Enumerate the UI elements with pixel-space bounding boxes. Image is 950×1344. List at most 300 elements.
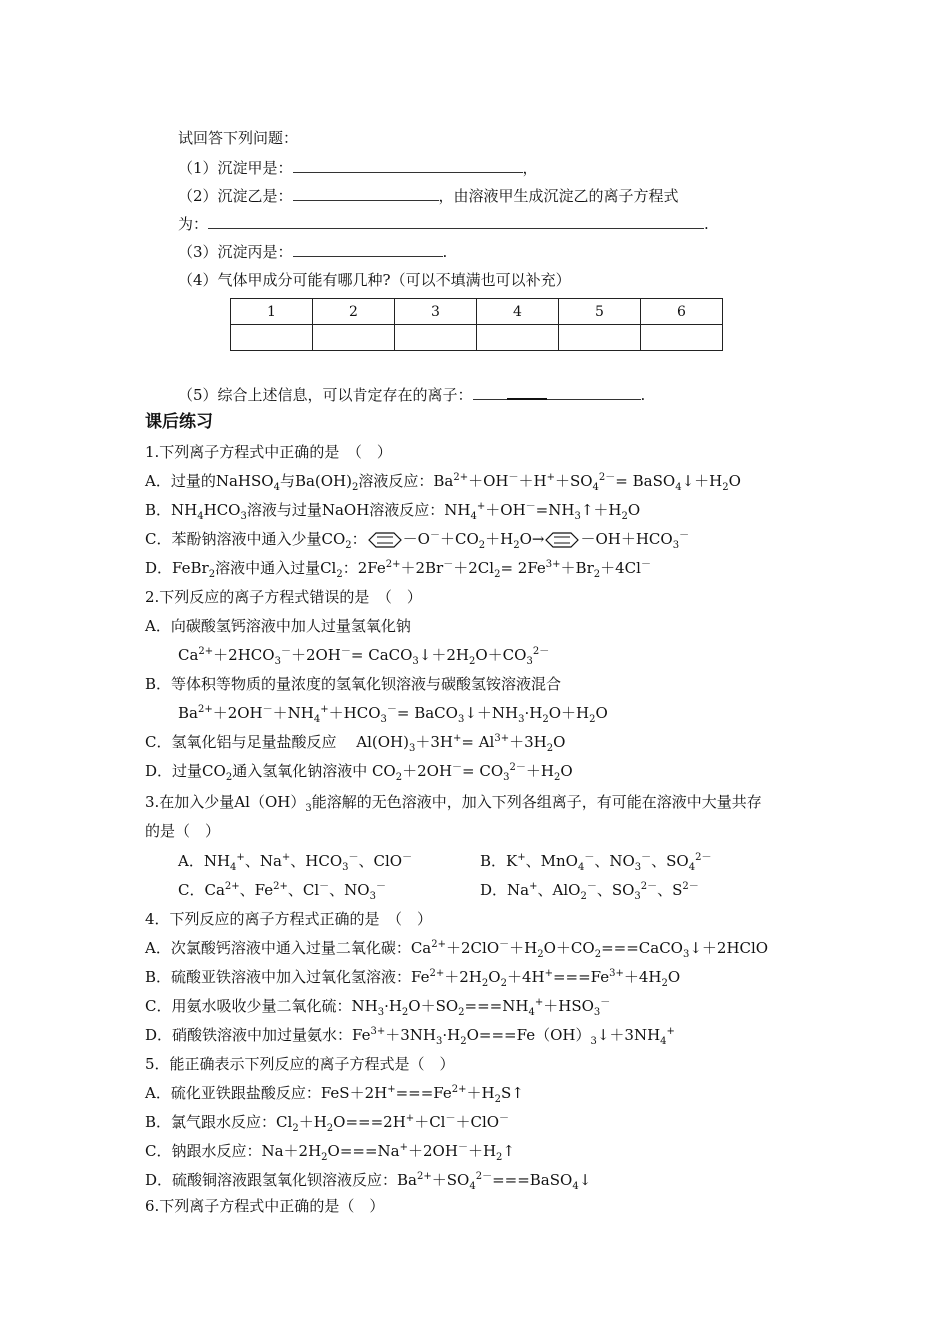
superscript: 2－ [695,852,712,863]
subscript: 2 [352,482,359,493]
p3-stem-line2: 的是（ ） [145,822,221,840]
p4-option-d [145,1025,675,1045]
subscript: 2 [481,978,489,989]
p2-c-part: ＋3H [415,733,453,751]
p5-a-part: ＋H [466,1084,495,1102]
q3-suffix: . [442,243,448,261]
p1-c-part: ＋H [485,530,514,548]
p1-a-part: ＋H [518,472,547,490]
p1-stem: 1.下列离子方程式中正确的是 （ ） [145,443,392,461]
subscript: 2 [469,656,476,667]
q2-line2-prefix: 为： [178,215,209,233]
p4-a-part: O＋CO [543,939,595,957]
section-title: 课后练习 [145,412,213,432]
superscript: + [399,1142,409,1153]
gas-table-header-row [231,299,723,325]
p3-stem-part: 能溶解的无色溶液中，加入下列各组离子，有可能在溶液中大量共存 [311,793,762,811]
p4-option-a [145,938,768,958]
subscript: 3 [240,511,247,522]
p3-b-part: 、NO [594,852,635,870]
subscript: 2 [401,1007,409,1018]
subscript: 4 [273,482,280,493]
subscript: 2 [594,949,602,960]
p1-d-part: ＋2Br [400,559,444,577]
p1-d-part: ＋Br [560,559,594,577]
p1-a-part: 溶液反应：Ba [358,472,454,490]
p2-b-part: O＋H [548,704,590,722]
superscript: 3+ [370,1026,386,1037]
superscript: － [457,1142,468,1153]
subscript: 3 [342,862,349,873]
p2-d-part: D．过量CO [145,762,226,780]
p4-a-part: A．次氯酸钙溶液中通入过量二氧化碳：Ca [145,939,432,957]
p5-d-part: ===BaSO [492,1171,573,1189]
p1-c-part: C．苯酚钠溶液中通入少量CO [145,530,346,548]
gas-table-header: 1 [231,299,313,325]
subscript: 2 [537,949,544,960]
p2-b-part: ＋2OH [212,704,263,722]
subscript: 3 [682,949,690,960]
subscript: 3 [408,743,416,754]
superscript: － [348,852,359,863]
p1-option-d [145,558,651,578]
q2-middle: ，由溶液甲生成沉淀乙的离子方程式 [438,187,679,205]
gas-table [230,298,723,351]
p2-d-part: 通入氢氧化钠溶液中 CO [232,762,396,780]
subscript: 2 [593,569,601,580]
q5-prefix: （5）综合上述信息，可以肯定存在的离子： [178,386,473,404]
p2-option-c [145,732,565,752]
superscript: + [534,997,544,1008]
p4-d-part: ·H [442,1026,461,1044]
p5-d-part: ＋SO [431,1171,470,1189]
superscript: － [525,501,536,512]
p1-b-part: 溶液与过量NaOH溶液反应：NH [246,501,471,519]
p3-stem [145,792,762,812]
subscript: 2 [661,978,668,989]
subscript: 2 [458,1007,465,1018]
p4-c-part: O＋SO [408,997,459,1015]
p1-c-part: ＋CO [439,530,479,548]
p5-option-c [145,1141,515,1161]
subscript: 4 [313,714,321,725]
p4-c-part: C．用氨水吸收少量二氧化硫：NH [145,997,378,1015]
p4-b-part: B．硫酸亚铁溶液中加入过氧化氢溶液：Fe [145,968,430,986]
p2-d-part: O [560,762,573,780]
p5-c-part: ↑ [502,1142,515,1160]
p2-b-part: ＋HCO [328,704,381,722]
superscript: － [640,559,651,570]
gas-table-cell[interactable] [559,325,641,351]
p1-b-part: =NH [535,501,575,519]
superscript: 3+ [494,733,510,744]
superscript: + [320,704,329,715]
p3-d-part: 、SO [596,881,635,899]
p5-stem: 5．能正确表示下列反应的离子方程式是（ ） [145,1055,455,1073]
p2-option-b: B．等体积等物质的量浓度的氢氧化钡溶液与碳酸氢铵溶液混合 [145,675,562,693]
q4-line: （4）气体甲成分可能有哪几种?（可以不填满也可以补充） [178,271,571,289]
superscript: + [529,881,538,892]
p2-option-a: A．向碳酸氢钙溶液中加人过量氢氧化钠 [145,617,411,635]
subscript: 2 [500,978,507,989]
subscript: 2 [345,540,352,551]
p2-c-part: = Al [461,733,495,751]
q5-answer-blank[interactable] [547,385,641,400]
p4-stem: 4．下列反应的离子方程式正确的是 （ ） [145,910,433,928]
p4-c-part: ===NH [464,997,529,1015]
subscript: 2 [395,772,403,783]
p5-a-part: A．硫化亚铁跟盐酸反应：FeS＋2H [145,1084,388,1102]
superscript: － [641,852,652,863]
subscript: 4 [592,482,599,493]
p3-a-part: 、Na [244,852,282,870]
q3-answer-blank[interactable] [293,242,443,257]
p1-a-part: A．过量的NaHSO [145,472,274,490]
superscript: 2+ [224,881,240,892]
intro-text: 试回答下列问题： [178,129,299,147]
p2-a-part: O＋CO [475,646,527,664]
subscript: 2 [496,1152,503,1163]
p2-option-d [145,761,573,781]
superscript: 3+ [609,968,624,979]
p2-a-part: ＋2OH [290,646,341,664]
q2-line2 [178,214,709,234]
q2-line [178,186,679,206]
superscript: + [544,968,553,979]
subscript: 3 [518,714,525,725]
p2-b-part: O [595,704,608,722]
p3-b-part: 、MnO [525,852,578,870]
p2-a-part: ＋2HCO [213,646,275,664]
superscript: + [236,852,245,863]
subscript: 3 [377,1007,385,1018]
gas-table-cell[interactable] [477,325,559,351]
p5-c-part: ＋2OH [408,1142,458,1160]
superscript: － [508,472,519,483]
subscript: 3 [305,803,312,814]
p3-b-part: B．K [480,852,518,870]
p1-c-part: O→ [519,530,545,548]
superscript: + [281,852,291,863]
p1-d-part: ＋4Cl [600,559,641,577]
gas-table-cell[interactable] [313,325,395,351]
subscript: 3 [412,656,419,667]
superscript: + [405,1113,415,1124]
gas-table-header: 6 [641,299,723,325]
p5-d-part: ↓ [578,1171,592,1189]
p4-d-part: D．硝酸铁溶液中加过量氨水：Fe [145,1026,371,1044]
gas-table-cell[interactable] [231,325,313,351]
p4-a-part: ↓＋2HClO [689,939,769,957]
superscript: + [387,1084,396,1095]
p2-d-part: ＋H [525,762,555,780]
superscript: － [584,852,595,863]
p4-b-part: ＋2H [444,968,482,986]
p2-a-part: = CaCO [350,646,413,664]
q1-suffix: ， [522,159,538,177]
p4-d-part: ＋3NH [385,1026,436,1044]
superscript: 2+ [198,646,214,657]
subscript: 2 [208,569,216,580]
subscript: 4 [470,511,477,522]
p1-option-b [145,500,640,520]
subscript: 2 [554,772,561,783]
p2-stem: 2.下列反应的离子方程式错误的是 （ ） [145,588,422,606]
superscript: － [445,1113,456,1124]
subscript: 4 [528,1007,535,1018]
superscript: 2－ [475,1171,493,1182]
p5-b-part: ＋ClO [455,1113,500,1131]
superscript: 2+ [431,939,447,950]
superscript: 2+ [451,1084,467,1095]
p3-c-part: 、NO [329,881,370,899]
superscript: + [666,1026,675,1037]
subscript: 2 [546,743,554,754]
p3-b-part: 、SO [651,852,689,870]
p1-b-part: ＋OH [485,501,526,519]
subscript: 3 [574,511,581,522]
p2-c-part: C．氢氧化铝与足量盐酸反应 Al(OH) [145,733,409,751]
superscript: 2－ [598,472,616,483]
p1-d-part: D．FeBr [145,559,209,577]
subscript: 3 [634,891,641,902]
p5-d-part: D．硫酸铜溶液跟氢氧化钡溶液反应：Ba [145,1171,417,1189]
p5-option-d [145,1170,591,1190]
p1-option-c [145,529,689,549]
p5-a-part: ===Fe [395,1084,452,1102]
p4-c-part: ＋HSO [543,997,594,1015]
p6-stem: 6.下列离子方程式中正确的是（ ） [145,1197,385,1215]
subscript: 2 [589,714,596,725]
superscript: － [375,881,386,892]
subscript: 3 [457,714,465,725]
subscript: 2 [478,540,486,551]
subscript: 4 [572,1181,579,1192]
subscript: 2 [292,1123,299,1134]
p3-c-part: 、Fe [239,881,274,899]
q3-prefix: （3）沉淀丙是： [178,243,293,261]
subscript: 3 [590,1036,597,1047]
q2-prefix: （2）沉淀乙是： [178,187,293,205]
subscript: 2 [494,569,501,580]
p2-a-part: Ca [178,646,199,664]
subscript: 2 [326,1123,334,1134]
q2-answer-blank[interactable] [293,186,439,201]
p1-d-part: ：2Fe [342,559,386,577]
p3-d-part: 、S [657,881,683,899]
q1-prefix: （1）沉淀甲是： [178,159,293,177]
p3-a-part: A．NH [178,852,231,870]
superscript: － [499,1113,510,1124]
subscript: 2 [542,714,549,725]
q1-line [178,158,538,178]
p2-b-part: = BaCO [396,704,458,722]
p5-c-part: ＋H [467,1142,497,1160]
p1-d-part: = 2Fe [500,559,546,577]
superscript: + [476,501,486,512]
q5-line [178,384,645,405]
p2-b-part: Ba [178,704,198,722]
q2-line2-suffix: . [704,215,709,233]
p4-d-part: O===Fe（OH） [466,1026,591,1044]
subscript: 4 [230,862,237,873]
p4-c-part: ·H [384,997,402,1015]
subscript: 3 [672,540,680,551]
subscript: 4 [675,482,682,493]
subscript: 4 [660,1036,667,1047]
p1-option-a [145,471,741,491]
superscript: 2+ [429,968,445,979]
p1-a-part: ＋OH [468,472,509,490]
gas-table-header: 5 [559,299,641,325]
superscript: － [600,997,611,1008]
subscript: 3 [436,1036,443,1047]
p4-option-b [145,967,680,987]
p3-a-part: 、ClO [358,852,403,870]
subscript: 2 [336,569,343,580]
p1-a-part: 与Ba(OH) [279,472,352,490]
p3-option-a [178,851,412,871]
p3-d-part: 、AlO [537,881,581,899]
q2-equation-blank[interactable] [208,214,704,229]
superscript: － [499,939,510,950]
p2-d-part: = CO [462,762,504,780]
gas-table-cell[interactable] [395,325,477,351]
subscript: 4 [469,1181,476,1192]
subscript: 3 [593,1007,601,1018]
subscript: 3 [526,656,533,667]
superscript: 2+ [273,881,288,892]
subscript: 3 [274,656,281,667]
p5-b-part: O===2H [333,1113,406,1131]
p3-option-c [178,880,386,900]
p4-b-part: ===Fe [552,968,610,986]
gas-table-header: 3 [395,299,477,325]
superscript: － [280,646,291,657]
p2-c-part: O [553,733,566,751]
p5-b-part: ＋Cl [414,1113,446,1131]
p1-c-part: ： [351,530,367,548]
subscript: 3 [634,862,642,873]
q5-suffix: . [640,386,646,404]
subscript: 2 [321,1152,328,1163]
superscript: + [546,472,555,483]
p5-b-part: B．氯气跟水反应：Cl [145,1113,293,1131]
p1-c-part: －O [402,530,430,548]
subscript: 2 [580,891,587,902]
superscript: 2+ [197,704,213,715]
p2-b-part: ＋NH [272,704,314,722]
p5-c-part: O===Na [327,1142,400,1160]
p1-d-part: ＋2Cl [453,559,495,577]
superscript: 2－ [682,881,699,892]
superscript: 2－ [640,881,658,892]
q1-answer-blank[interactable] [293,158,523,173]
p3-c-part: 、Cl [287,881,320,899]
gas-table-header: 4 [477,299,559,325]
p4-option-c [145,996,610,1016]
superscript: － [386,704,397,715]
superscript: 2+ [417,1171,432,1182]
subscript: 3 [369,891,376,902]
superscript: + [452,733,462,744]
subscript: 2 [460,1036,467,1047]
gas-table-header: 2 [313,299,395,325]
p5-b-part: ＋H [298,1113,327,1131]
superscript: － [340,646,351,657]
p1-a-part: ＋SO [554,472,593,490]
p4-a-part: ＋H [509,939,538,957]
p3-c-part: C．Ca [178,881,225,899]
subscript: 2 [513,540,520,551]
p5-option-a [145,1083,524,1103]
p4-a-part: ＋2ClO [446,939,500,957]
p4-a-part: ===CaCO [601,939,683,957]
p4-b-part: ＋4H [623,968,662,986]
p1-b-part: ↑＋H [580,501,622,519]
p2-a-part: ↓＋2H [418,646,469,664]
benzene-ring-icon [367,531,403,549]
p4-b-part: ＋4H [506,968,545,986]
p2-option-b-equation [178,703,608,723]
p5-c-part: C．钠跟水反应：Na＋2H [145,1142,322,1160]
p2-c-part: ＋3H [509,733,547,751]
superscript: － [679,530,690,541]
superscript: 2+ [385,559,401,570]
p3-option-d [480,880,699,900]
superscript: + [517,852,526,863]
p3-stem-part: 3.在加入少量Al（OH） [145,793,306,811]
superscript: － [429,530,440,541]
superscript: － [402,852,413,863]
p2-b-part: ↓＋NH [464,704,519,722]
q3-line [178,242,447,262]
q5-answer-blank[interactable] [473,385,507,400]
subscript: 3 [503,772,510,783]
superscript: － [586,881,597,892]
q5-answer-blank[interactable] [507,384,547,400]
p4-b-part: O [667,968,681,986]
p2-option-a-equation [178,645,549,665]
p4-d-part: ↓＋3NH [596,1026,661,1044]
p2-b-part: ·H [524,704,543,722]
p5-a-part: S↑ [500,1084,524,1102]
p5-option-b [145,1112,509,1132]
subscript: 2 [225,772,233,783]
p1-d-part: 溶液中通入过量Cl [215,559,337,577]
subscript: 4 [688,862,696,873]
superscript: 3+ [545,559,561,570]
superscript: 2－ [509,762,526,773]
superscript: 2－ [532,646,550,657]
benzene-ring-icon [544,531,580,549]
p4-b-part: O [488,968,501,986]
p1-b-part: O [627,501,641,519]
superscript: － [452,762,463,773]
subscript: 2 [621,511,628,522]
p1-a-part: ↓＋H [681,472,723,490]
subscript: 4 [197,511,204,522]
gas-table-answer-row [231,325,723,351]
p1-b-part: B．NH [145,501,198,519]
superscript: 2+ [453,472,469,483]
p1-a-part: O [728,472,741,490]
p1-a-part: = BaSO [615,472,676,490]
p3-option-b [480,851,711,871]
gas-table-cell[interactable] [641,325,723,351]
superscript: － [319,881,330,892]
subscript: 3 [380,714,387,725]
